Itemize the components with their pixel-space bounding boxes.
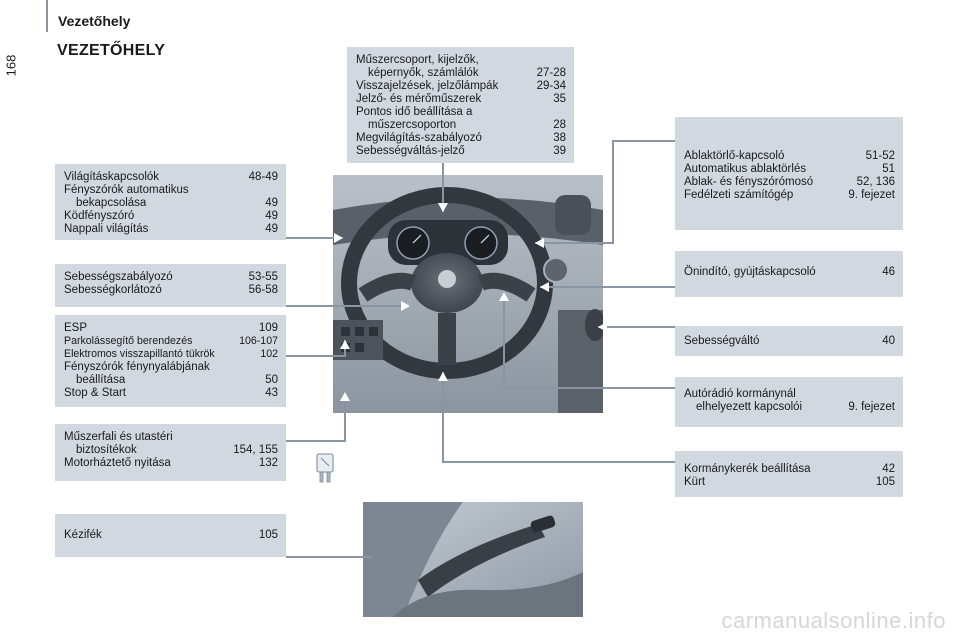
entry-label: Ablaktörlő-kapcsoló xyxy=(684,150,785,162)
section-title: VEZETŐHELY xyxy=(57,42,166,59)
index-entry xyxy=(356,67,566,80)
index-entry xyxy=(64,387,278,400)
entry-page: 52, 136 xyxy=(856,176,895,188)
entry-page: 53-55 xyxy=(248,271,278,283)
entry-label: Fényszórók automatikus xyxy=(64,184,189,196)
entry-label: Visszajelzések, jelzőlámpák xyxy=(356,80,499,92)
entry-page: 43 xyxy=(265,387,278,399)
index-entry xyxy=(684,335,895,348)
entry-label: Világításkapcsolók xyxy=(64,171,160,183)
entry-page: 42 xyxy=(882,463,895,475)
entry-label: Sebességváltás-jelző xyxy=(356,145,465,157)
entry-label: biztosítékok xyxy=(76,444,137,456)
box-lighting xyxy=(55,164,286,240)
index-entry xyxy=(684,463,895,476)
index-entry xyxy=(64,284,278,297)
entry-label: Ködfényszóró xyxy=(64,210,135,222)
index-entry xyxy=(64,457,278,470)
box-ignition xyxy=(675,251,903,297)
entry-page: 40 xyxy=(882,335,895,347)
index-entry xyxy=(356,132,566,145)
entry-page: 48-49 xyxy=(248,171,278,183)
index-entry xyxy=(356,54,566,67)
box-gearbox xyxy=(675,326,903,356)
entry-label: Fedélzeti számítógép xyxy=(684,189,794,201)
entry-page: 35 xyxy=(553,93,566,105)
entry-label: Műszercsoport, kijelzők, xyxy=(356,54,479,66)
entry-page: 105 xyxy=(875,476,895,488)
index-entry xyxy=(64,223,278,236)
entry-page: 38 xyxy=(553,132,566,144)
entry-label: Sebességkorlátozó xyxy=(64,284,162,296)
entry-page: 27-28 xyxy=(536,67,566,79)
index-entry xyxy=(64,431,278,444)
entry-label: Műszerfali és utastéri xyxy=(64,431,173,443)
entry-page: 29-34 xyxy=(536,80,566,92)
entry-label: Kézifék xyxy=(64,529,102,541)
entry-label: Kürt xyxy=(684,476,706,488)
index-entry xyxy=(684,401,895,414)
entry-page: 109 xyxy=(258,322,278,334)
index-entry xyxy=(64,184,278,197)
entry-label: Önindító, gyújtáskapcsoló xyxy=(684,266,816,278)
entry-label: Motorháztető nyitása xyxy=(64,457,171,469)
entry-label: Elektromos visszapillantó tükrök xyxy=(64,348,215,360)
box-radio-controls xyxy=(675,377,903,427)
index-entry xyxy=(64,197,278,210)
box-fuses xyxy=(55,424,286,481)
entry-label: képernyők, számlálók xyxy=(368,67,479,79)
page-number-text: 168 xyxy=(3,54,19,76)
entry-label: Pontos idő beállítása a xyxy=(356,106,473,118)
box-steering xyxy=(675,451,903,497)
entry-page: 49 xyxy=(265,197,278,209)
index-entry xyxy=(64,348,278,361)
entry-page: 154, 155 xyxy=(233,444,278,456)
entry-page: 49 xyxy=(265,210,278,222)
index-entry xyxy=(64,529,278,542)
entry-label: műszercsoporton xyxy=(368,119,457,131)
entry-label: Nappali világítás xyxy=(64,223,149,235)
index-entry xyxy=(64,322,278,335)
index-entry xyxy=(356,145,566,158)
entry-label: bekapcsolása xyxy=(76,197,147,209)
entry-page: 28 xyxy=(553,119,566,131)
entry-label: Automatikus ablaktörlés xyxy=(684,163,807,175)
entry-label: Megvilágítás-szabályozó xyxy=(356,132,482,144)
box-handbrake xyxy=(55,514,286,557)
index-entry xyxy=(64,171,278,184)
entry-page: 132 xyxy=(258,457,278,469)
index-entry xyxy=(684,150,895,163)
index-entry xyxy=(64,444,278,457)
index-entry xyxy=(64,210,278,223)
index-entry xyxy=(356,80,566,93)
entry-label: Fényszórók fénynyalábjának xyxy=(64,361,210,373)
entry-page: 102 xyxy=(260,348,278,360)
entry-page: 39 xyxy=(553,145,566,157)
index-entry xyxy=(64,335,278,348)
entry-label: Kormánykerék beállítása xyxy=(684,463,811,475)
entry-page: 106-107 xyxy=(239,335,278,347)
entry-page: 51-52 xyxy=(865,150,895,162)
chapter-title: Vezetőhely xyxy=(58,13,131,29)
watermark: carmanualsonline.info xyxy=(721,608,946,633)
entry-page: 50 xyxy=(265,374,278,386)
index-entry xyxy=(684,266,895,279)
entry-label: Stop & Start xyxy=(64,387,127,399)
index-entry xyxy=(684,189,895,202)
box-esp xyxy=(55,315,286,407)
entry-label: Ablak- és fényszórómosó xyxy=(684,176,814,188)
entry-label: Parkolássegítő berendezés xyxy=(64,335,193,347)
entry-label: Sebességszabályozó xyxy=(64,271,173,283)
index-entry xyxy=(356,119,566,132)
index-entry xyxy=(356,93,566,106)
entry-label: ESP xyxy=(64,322,88,334)
index-entry xyxy=(684,388,895,401)
entry-label: beállítása xyxy=(76,374,126,386)
index-entry xyxy=(356,106,566,119)
entry-label: Sebességváltó xyxy=(684,335,760,347)
entry-page: 46 xyxy=(882,266,895,278)
entry-page: 51 xyxy=(882,163,895,175)
index-entry xyxy=(64,271,278,284)
box-speed-control xyxy=(55,264,286,307)
box-wipers xyxy=(675,117,903,230)
entry-label: Autórádió kormánynál xyxy=(684,388,796,400)
box-instrument-cluster xyxy=(347,47,574,163)
entry-page: 49 xyxy=(265,223,278,235)
entry-label: elhelyezett kapcsolói xyxy=(696,401,803,413)
index-entry xyxy=(684,476,895,489)
entry-page: 9. fejezet xyxy=(848,189,895,201)
index-entry xyxy=(684,163,895,176)
index-entry xyxy=(64,361,278,374)
entry-page: 105 xyxy=(258,529,278,541)
entry-label: Jelző- és mérőműszerek xyxy=(356,93,482,105)
index-entry xyxy=(684,176,895,189)
entry-page: 9. fejezet xyxy=(848,401,895,413)
entry-page: 56-58 xyxy=(248,284,278,296)
index-entry xyxy=(64,374,278,387)
